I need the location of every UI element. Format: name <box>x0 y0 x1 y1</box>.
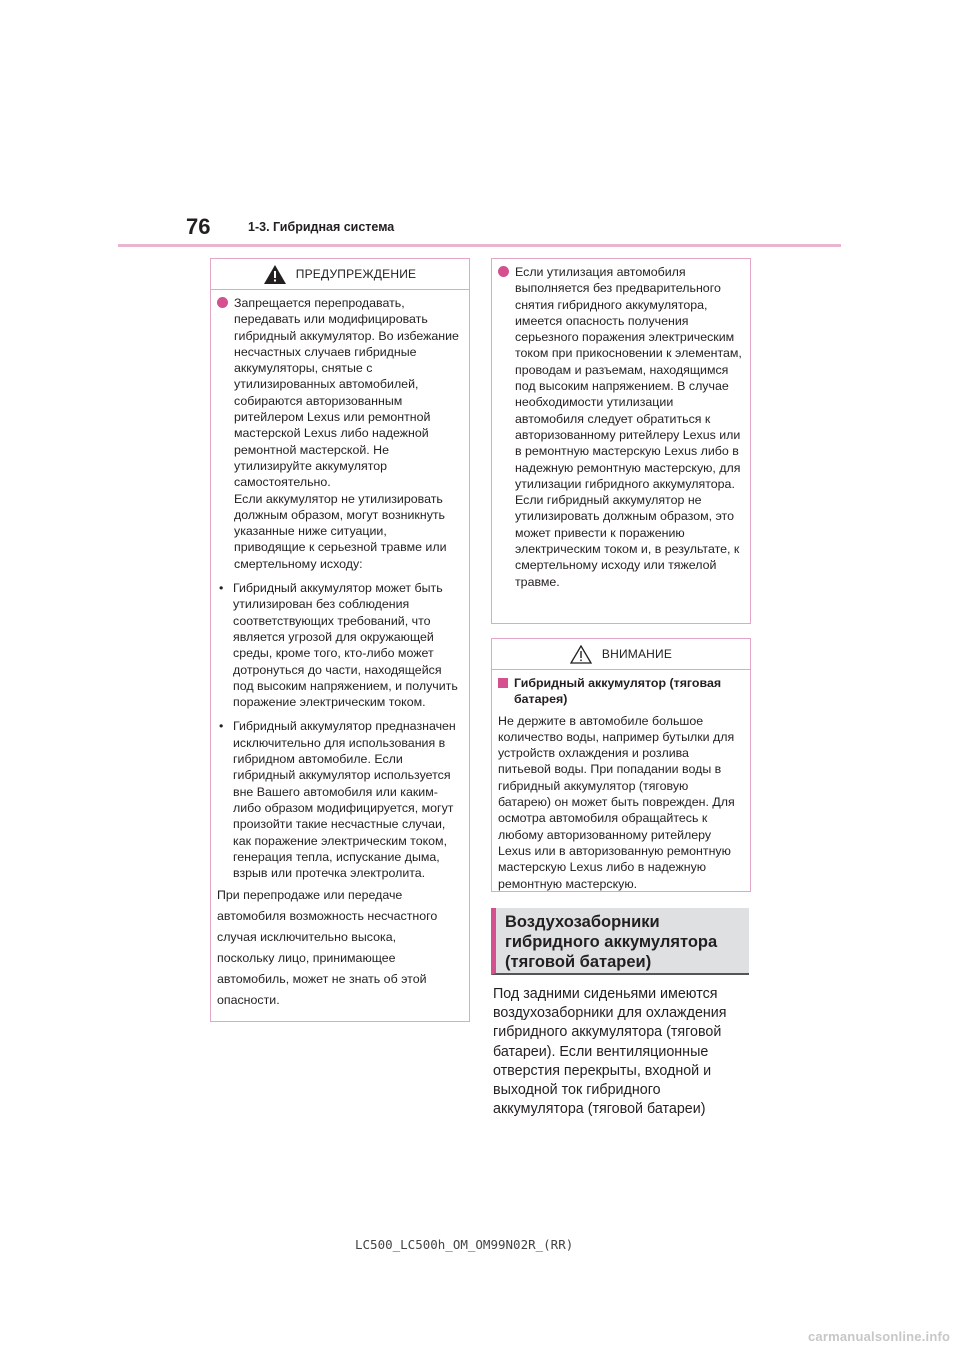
continuation-bullet <box>498 264 742 590</box>
warning-bullet-text-2: Если аккумулятор не утилизировать должным образом, могут возникнуть указанные ниже ситуации, приводящие к серьезной травме или смертельному исходу: <box>234 491 447 571</box>
warning-continuation-box <box>491 258 751 624</box>
warning-bullet <box>217 295 461 572</box>
caution-box-header <box>492 639 750 670</box>
document-code: LC500_LC500h_OM_OM99N02R_(RR) <box>355 1237 574 1252</box>
page-number: 76 <box>186 214 211 239</box>
caution-box <box>491 638 751 892</box>
section-body: Под задними сиденьями имеются воздухозаборники для охлаждения гибридного аккумулятора (тяговой батареи). Если вентиляционные отверстия перекрыты, входной и выходной ток гибридного аккумулятора (тяговой батареи) <box>493 986 727 1118</box>
warning-box-body <box>211 290 469 1021</box>
caution-triangle-icon <box>570 645 592 664</box>
warning-closing-line: поскольку лицо, принимающее <box>217 951 396 966</box>
continuation-box-body <box>492 259 750 600</box>
caution-title: ВНИМАНИЕ <box>601 647 673 661</box>
watermark: carmanualsonline.info <box>808 1329 951 1344</box>
warning-sub-item <box>217 718 461 881</box>
caution-item-heading <box>498 675 742 708</box>
square-bullet-icon <box>498 678 508 688</box>
section-heading: Воздухозаборники гибридного аккумулятора (тяговой батареи) <box>491 908 749 975</box>
bullet-dot-icon <box>217 297 228 308</box>
warning-closing-line: случая исключительно высока, <box>217 930 397 945</box>
warning-box <box>210 258 470 1022</box>
warning-closing-line: автомобиль, может не знать об этой <box>217 972 427 987</box>
warning-box-header <box>211 259 469 290</box>
warning-sub-item <box>217 580 461 710</box>
warning-closing-line: опасности. <box>217 993 280 1008</box>
section-title: 1-3. Гибридная система <box>248 220 395 234</box>
caution-item-heading-text: Гибридный аккумулятор (тяговая батарея) <box>514 676 722 707</box>
caution-item-text: Не держите в автомобиле большое количество воды, например бутылки для устройств охлаждения и розлива питьевой воды. При попадании воды в гибридный аккумулятор (тяговую батарею) он может быть поврежден. Для осмотра автомобиля обращайтесь к любому авторизованному ритейлеру Lexus или в авторизованную ремонтную мастерскую Lexus либо в надежную ремонтную мастерскую. <box>498 713 735 891</box>
header-divider <box>118 244 841 247</box>
continuation-bullet-text: Если утилизация автомобиля выполняется без предварительного снятия гибридного аккумулятора, имеется опасность получения серьезного поражения электрическим током при прикосновении к элементам, проводам и разъемам, находящимся под высоким напряжением. В случае необходимости утилизации автомобиля следует обратиться к авторизованному ритейлеру Lexus или в ремонтную мастерскую Lexus либо в надежную ремонтную мастерскую, для утилизации гибридного аккумулятора. Если гибридный аккумулятор не утилизировать должным образом, это может привести к поражению электрическим током и, в результате, к смертельному исходу или тяжелой травме. <box>515 265 742 589</box>
sub-bullet-icon: • <box>219 581 224 596</box>
warning-triangle-icon <box>264 265 286 284</box>
bullet-dot-icon <box>498 266 509 277</box>
warning-closing-line: автомобиля возможность несчастного <box>217 909 438 924</box>
caution-box-body <box>492 670 750 902</box>
warning-sub-item-text: Гибридный аккумулятор предназначен исключительно для использования в гибридном автомобиле. Если гибридный аккумулятор используется вне Вашего автомобиля или каким-либо образом модифицируется, могут произойти такие несчастные случаи, как поражение электрическим током, генерация тепла, испускание дыма, взрыв или протечка электролита. <box>233 719 456 881</box>
warning-closing <box>217 885 461 1011</box>
sub-bullet-icon: • <box>219 719 224 734</box>
warning-sub-item-text: Гибридный аккумулятор может быть утилизирован без соблюдения соответствующих требований, что является угрозой для окружающей среды, кроме того, кто-либо может дотронуться до части, находящейся под высоким напряжением, и получить поражение электрическим током. <box>233 581 458 710</box>
warning-closing-line: При перепродаже или передаче <box>217 888 403 903</box>
warning-title: ПРЕДУПРЕЖДЕНИЕ <box>295 267 417 281</box>
warning-bullet-text: Запрещается перепродавать, передавать или модифицировать гибридный аккумулятор. Во избежание несчастных случаев гибридные аккумуляторы, снятые с утилизированных автомобилей, собираются авторизованным ритейлером Lexus или ремонтной мастерской Lexus либо надежной ремонтной мастерской. Не утилизируйте аккумулятор самостоятельно. <box>234 296 459 490</box>
